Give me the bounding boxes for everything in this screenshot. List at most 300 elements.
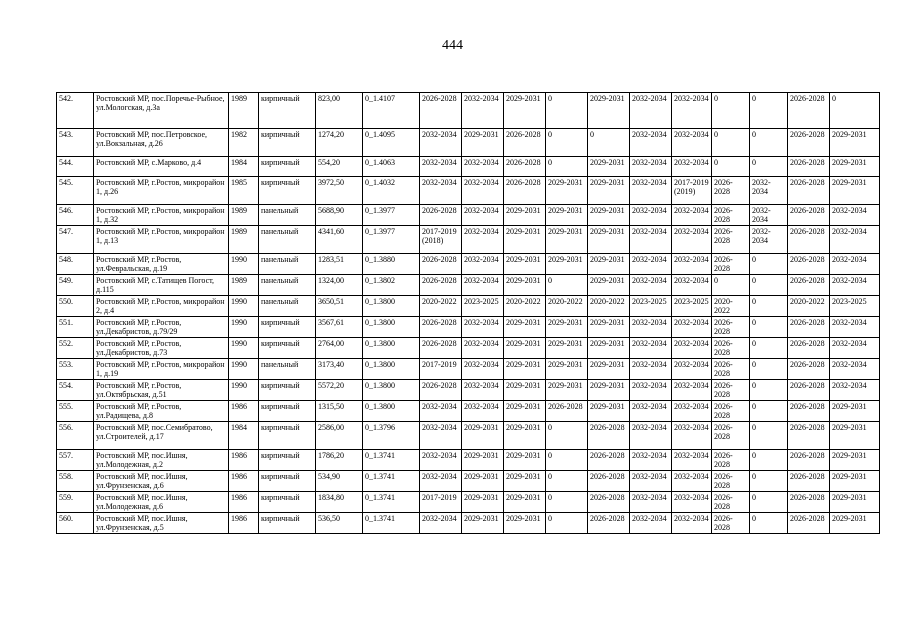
table-cell: 2026-2028	[788, 226, 830, 254]
table-cell: 2026-2028	[588, 471, 630, 492]
table-cell: 2026-2028	[712, 317, 750, 338]
table-cell: 2029-2031	[546, 254, 588, 275]
table-cell: панельный	[259, 226, 316, 254]
table-cell: 2026-2028	[420, 93, 462, 129]
table-cell: 0	[546, 275, 588, 296]
table-cell: 2032-2034	[830, 226, 880, 254]
table-cell: 2032-2034	[630, 492, 672, 513]
table-cell: 2032-2034	[420, 513, 462, 534]
table-cell: 2032-2034	[672, 380, 712, 401]
table-cell: 2026-2028	[788, 380, 830, 401]
address-cell: Ростовский МР, пос.Ишня, ул.Молодежная, д.6	[94, 492, 229, 513]
table-cell: 1315,50	[316, 401, 363, 422]
table-cell: 2026-2028	[420, 317, 462, 338]
table-cell: кирпичный	[259, 129, 316, 157]
table-cell: 2032-2034	[672, 471, 712, 492]
table-cell: 2032-2034	[672, 254, 712, 275]
table-cell: панельный	[259, 275, 316, 296]
table-cell: 2029-2031	[504, 359, 546, 380]
table-cell: 2029-2031	[830, 513, 880, 534]
table-cell: 1990	[229, 380, 259, 401]
table-cell: 2023-2025	[462, 296, 504, 317]
table-cell: 2026-2028	[588, 450, 630, 471]
table-cell: кирпичный	[259, 450, 316, 471]
table-cell: панельный	[259, 205, 316, 226]
table-cell: 1989	[229, 275, 259, 296]
table-cell: 0_1.4095	[363, 129, 420, 157]
table-cell: 2029-2031	[546, 338, 588, 359]
table-cell: 2029-2031	[546, 205, 588, 226]
table-row	[57, 422, 880, 450]
table-cell: 1324,00	[316, 275, 363, 296]
table-cell: 2029-2031	[504, 471, 546, 492]
table-cell: 2032-2034	[750, 205, 788, 226]
table-cell: 2029-2031	[830, 450, 880, 471]
table-cell: 0	[546, 93, 588, 129]
table-cell: 1989	[229, 205, 259, 226]
table-row	[57, 226, 880, 254]
row-number-cell: 542.	[57, 93, 94, 129]
table-cell: 2029-2031	[462, 450, 504, 471]
table-cell: 2029-2031	[504, 492, 546, 513]
table-cell: 2026-2028	[788, 492, 830, 513]
table-cell: 0	[750, 513, 788, 534]
row-number-cell: 556.	[57, 422, 94, 450]
table-cell: 2029-2031	[588, 157, 630, 177]
table-cell: 0_1.3977	[363, 226, 420, 254]
table-cell: 2029-2031	[830, 129, 880, 157]
table-cell: 2032-2034	[750, 177, 788, 205]
table-cell: 2026-2028	[788, 471, 830, 492]
table-cell: 2026-2028	[712, 205, 750, 226]
table-cell: 2032-2034	[630, 157, 672, 177]
table-cell: 2026-2028	[788, 338, 830, 359]
table-cell: 2029-2031	[504, 338, 546, 359]
row-number-cell: 557.	[57, 450, 94, 471]
table-cell: 2032-2034	[672, 450, 712, 471]
address-cell: Ростовский МР, г.Ростов, микрорайон 2, д.4	[94, 296, 229, 317]
table-cell: 2026-2028	[712, 338, 750, 359]
table-cell: 0	[546, 450, 588, 471]
table-cell: 2029-2031	[462, 471, 504, 492]
table-cell: 823,00	[316, 93, 363, 129]
address-cell: Ростовский МР, г.Ростов, ул.Декабристов, д.79/29	[94, 317, 229, 338]
row-number-cell: 546.	[57, 205, 94, 226]
table-cell: 1283,51	[316, 254, 363, 275]
table-cell: кирпичный	[259, 93, 316, 129]
table-cell: 2026-2028	[712, 226, 750, 254]
table-cell: 2020-2022	[588, 296, 630, 317]
table-cell: 0_1.3741	[363, 492, 420, 513]
table-cell: 0	[546, 492, 588, 513]
table-cell: 1990	[229, 296, 259, 317]
table-cell: 2026-2028	[504, 177, 546, 205]
table-cell: 0	[750, 471, 788, 492]
table-cell: 1990	[229, 317, 259, 338]
table-cell: 2032-2034	[462, 254, 504, 275]
table-cell: 2026-2028	[788, 422, 830, 450]
table-cell: 2032-2034	[830, 359, 880, 380]
table-cell: 0_1.3800	[363, 296, 420, 317]
table-cell: 0_1.3880	[363, 254, 420, 275]
table-cell: 2032-2034	[462, 317, 504, 338]
address-cell: Ростовский МР, г.Ростов, микрорайон 1, д.19	[94, 359, 229, 380]
table-cell: 2032-2034	[420, 177, 462, 205]
table-cell: кирпичный	[259, 317, 316, 338]
table-cell: 0_1.3977	[363, 205, 420, 226]
table-cell: 2032-2034	[420, 450, 462, 471]
table-cell: 1990	[229, 254, 259, 275]
table-cell: 2026-2028	[788, 401, 830, 422]
table-cell: 1985	[229, 177, 259, 205]
address-cell: Ростовский МР, г.Ростов, ул.Октябрьская, д.51	[94, 380, 229, 401]
table-cell: 2032-2034	[630, 129, 672, 157]
table-cell: 2026-2028	[788, 93, 830, 129]
table-cell: кирпичный	[259, 338, 316, 359]
row-number-cell: 543.	[57, 129, 94, 157]
table-cell: 534,90	[316, 471, 363, 492]
address-cell: Ростовский МР, с.Марково, д.4	[94, 157, 229, 177]
table-cell: 2026-2028	[788, 450, 830, 471]
table-cell: 2026-2028	[788, 513, 830, 534]
table-cell: 2029-2031	[588, 177, 630, 205]
table-cell: 2032-2034	[630, 380, 672, 401]
address-cell: Ростовский МР, г.Ростов, микрорайон 1, д.26	[94, 177, 229, 205]
table-cell: 2032-2034	[630, 317, 672, 338]
table-cell: 2764,00	[316, 338, 363, 359]
table-row	[57, 359, 880, 380]
table-cell: 2032-2034	[630, 338, 672, 359]
table-row	[57, 513, 880, 534]
table-cell: 2017-2019	[420, 359, 462, 380]
table-row	[57, 254, 880, 275]
table-row	[57, 177, 880, 205]
row-number-cell: 558.	[57, 471, 94, 492]
row-number-cell: 560.	[57, 513, 94, 534]
table-cell: 2032-2034	[672, 359, 712, 380]
table-cell: 2032-2034	[630, 422, 672, 450]
table-cell: 2026-2028	[788, 275, 830, 296]
table-cell: 0	[546, 422, 588, 450]
table-cell: 2026-2028	[420, 205, 462, 226]
table-cell: 2032-2034	[672, 129, 712, 157]
table-cell: 0	[750, 296, 788, 317]
table-cell: 554,20	[316, 157, 363, 177]
table-cell: 2032-2034	[420, 129, 462, 157]
table-cell: 2029-2031	[546, 226, 588, 254]
table-cell: 0_1.3741	[363, 450, 420, 471]
table-cell: 2026-2028	[712, 471, 750, 492]
table-cell: 2029-2031	[588, 317, 630, 338]
table-cell: 2029-2031	[588, 401, 630, 422]
table-cell: 2029-2031	[504, 380, 546, 401]
table-cell: 1984	[229, 422, 259, 450]
table-cell: 0	[712, 157, 750, 177]
row-number-cell: 550.	[57, 296, 94, 317]
table-cell: 2029-2031	[504, 317, 546, 338]
table-cell: 3972,50	[316, 177, 363, 205]
table-cell: 2032-2034	[830, 275, 880, 296]
row-number-cell: 551.	[57, 317, 94, 338]
table-cell: 2026-2028	[788, 157, 830, 177]
table-cell: 2026-2028	[504, 129, 546, 157]
table-cell: 2032-2034	[462, 226, 504, 254]
table-cell: 0_1.4063	[363, 157, 420, 177]
table-cell: 1986	[229, 450, 259, 471]
table-cell: 2029-2031	[504, 450, 546, 471]
address-cell: Ростовский МР, г.Ростов, микрорайон 1, д.13	[94, 226, 229, 254]
table-cell: 2029-2031	[504, 205, 546, 226]
table-cell: 2032-2034	[630, 471, 672, 492]
table-cell: 2026-2028	[712, 513, 750, 534]
table-cell: 2029-2031	[504, 422, 546, 450]
table-cell: 2032-2034	[672, 513, 712, 534]
table-cell: 2032-2034	[462, 401, 504, 422]
table-cell: 2032-2034	[462, 177, 504, 205]
table-cell: 2029-2031	[830, 471, 880, 492]
table-cell: 2032-2034	[462, 380, 504, 401]
table-cell: 2026-2028	[788, 129, 830, 157]
table-cell: 2032-2034	[672, 338, 712, 359]
table-cell: 2032-2034	[462, 338, 504, 359]
table-cell: кирпичный	[259, 157, 316, 177]
table-cell: 2032-2034	[462, 275, 504, 296]
table-cell: 2029-2031	[504, 401, 546, 422]
table-cell: 0	[712, 275, 750, 296]
table-cell: 3650,51	[316, 296, 363, 317]
table-cell: 2032-2034	[630, 450, 672, 471]
row-number-cell: 559.	[57, 492, 94, 513]
table-cell: 0	[750, 492, 788, 513]
table-cell: 5572,20	[316, 380, 363, 401]
table-cell: 2032-2034	[830, 317, 880, 338]
table-cell: 2032-2034	[630, 177, 672, 205]
table-cell: 1984	[229, 157, 259, 177]
table-cell: 2032-2034	[672, 205, 712, 226]
table-cell: 2020-2022	[712, 296, 750, 317]
row-number-cell: 553.	[57, 359, 94, 380]
table-cell: 2029-2031	[504, 275, 546, 296]
table-cell: 2026-2028	[712, 177, 750, 205]
table-row	[57, 275, 880, 296]
table-cell: 1274,20	[316, 129, 363, 157]
table-cell: 2029-2031	[504, 513, 546, 534]
housing-register-table	[56, 92, 880, 534]
table-cell: 2029-2031	[546, 359, 588, 380]
table-cell: 2029-2031	[546, 380, 588, 401]
table-cell: кирпичный	[259, 513, 316, 534]
address-cell: Ростовский МР, г.Ростов, ул.Февральская, д.19	[94, 254, 229, 275]
table-cell: 2032-2034	[672, 157, 712, 177]
table-row	[57, 129, 880, 157]
table-cell: 2029-2031	[830, 492, 880, 513]
table-cell: 2032-2034	[750, 226, 788, 254]
table-cell: 2029-2031	[588, 359, 630, 380]
table-cell: 2029-2031	[546, 317, 588, 338]
table-cell: 2026-2028	[420, 275, 462, 296]
table-row	[57, 296, 880, 317]
table-cell: 0	[546, 471, 588, 492]
table-cell: 0_1.3800	[363, 380, 420, 401]
address-cell: Ростовский МР, пос.Поречье-Рыбное, ул.Мологская, д.3а	[94, 93, 229, 129]
table-cell: 2029-2031	[830, 401, 880, 422]
table-cell: 2032-2034	[630, 205, 672, 226]
table-cell: 0	[750, 275, 788, 296]
table-cell: 2029-2031	[588, 380, 630, 401]
table-cell: 2032-2034	[830, 380, 880, 401]
table-cell: 2032-2034	[630, 93, 672, 129]
table-cell: 2029-2031	[546, 177, 588, 205]
table-cell: 2029-2031	[462, 422, 504, 450]
table-cell: 0_1.3796	[363, 422, 420, 450]
table-cell: 1986	[229, 492, 259, 513]
table-cell: 2026-2028	[712, 450, 750, 471]
table-cell: 2026-2028	[788, 177, 830, 205]
table-cell: панельный	[259, 296, 316, 317]
table-cell: 4341,60	[316, 226, 363, 254]
table-cell: 0	[546, 129, 588, 157]
address-cell: Ростовский МР, пос.Ишня, ул.Молодежная, д.2	[94, 450, 229, 471]
table-cell: 0_1.3800	[363, 401, 420, 422]
table-cell: 0	[830, 93, 880, 129]
table-row	[57, 157, 880, 177]
table-cell: 2032-2034	[630, 401, 672, 422]
table-cell: 2029-2031	[504, 254, 546, 275]
row-number-cell: 544.	[57, 157, 94, 177]
table-cell: 1834,80	[316, 492, 363, 513]
table-cell: 2029-2031	[830, 157, 880, 177]
address-cell: Ростовский МР, г.Ростов, ул.Радищева, д.8	[94, 401, 229, 422]
table-cell: 2032-2034	[672, 317, 712, 338]
table-cell: 2032-2034	[420, 471, 462, 492]
table-cell: 2029-2031	[588, 205, 630, 226]
table-cell: 0	[750, 338, 788, 359]
table-cell: 0_1.4032	[363, 177, 420, 205]
table-cell: 2026-2028	[712, 492, 750, 513]
table-cell: 2020-2022	[420, 296, 462, 317]
row-number-cell: 548.	[57, 254, 94, 275]
table-cell: 2026-2028	[712, 401, 750, 422]
table-cell: 2029-2031	[588, 275, 630, 296]
table-cell: 2029-2031	[588, 226, 630, 254]
table-row	[57, 401, 880, 422]
table-cell: 2029-2031	[588, 338, 630, 359]
table-cell: кирпичный	[259, 380, 316, 401]
address-cell: Ростовский МР, с.Татищев Погост, д.115	[94, 275, 229, 296]
table-cell: 0	[588, 129, 630, 157]
table-cell: 2026-2028	[712, 380, 750, 401]
table-cell: 2029-2031	[504, 93, 546, 129]
table-cell: 2032-2034	[630, 513, 672, 534]
table-cell: 2032-2034	[672, 422, 712, 450]
table-cell: 0	[750, 450, 788, 471]
table-cell: 5688,90	[316, 205, 363, 226]
row-number-cell: 545.	[57, 177, 94, 205]
table-cell: 2032-2034	[672, 226, 712, 254]
table-cell: 0	[750, 317, 788, 338]
table-cell: 2026-2028	[788, 205, 830, 226]
table-cell: 1986	[229, 513, 259, 534]
table-cell: 2032-2034	[830, 205, 880, 226]
table-cell: 2032-2034	[462, 157, 504, 177]
table-cell: 2026-2028	[546, 401, 588, 422]
table-cell: 2023-2025	[630, 296, 672, 317]
table-cell: 2029-2031	[588, 93, 630, 129]
table-cell: 1986	[229, 401, 259, 422]
table-row	[57, 338, 880, 359]
table-cell: 2032-2034	[672, 492, 712, 513]
row-number-cell: 552.	[57, 338, 94, 359]
table-cell: 2032-2034	[672, 401, 712, 422]
table-cell: 2032-2034	[630, 359, 672, 380]
table-cell: 2586,00	[316, 422, 363, 450]
table-cell: 0	[712, 93, 750, 129]
table-cell: 2029-2031	[588, 254, 630, 275]
table-cell: 2029-2031	[830, 177, 880, 205]
table-cell: 2017-2019 (2019)	[672, 177, 712, 205]
table-row	[57, 450, 880, 471]
table-cell: 2032-2034	[462, 359, 504, 380]
table-cell: 2020-2022	[546, 296, 588, 317]
table-cell: 2029-2031	[504, 226, 546, 254]
table-cell: 2032-2034	[830, 254, 880, 275]
address-cell: Ростовский МР, пос.Ишня, ул.Фрунзенская, д.6	[94, 471, 229, 492]
table-row	[57, 205, 880, 226]
table-cell: кирпичный	[259, 422, 316, 450]
table-cell: 0	[750, 157, 788, 177]
table-cell: 0	[750, 401, 788, 422]
table-cell: 0_1.3800	[363, 317, 420, 338]
table-cell: 0	[546, 513, 588, 534]
table-cell: 2026-2028	[420, 380, 462, 401]
table-cell: 1786,20	[316, 450, 363, 471]
table-cell: 2026-2028	[588, 422, 630, 450]
table-cell: 2023-2025	[830, 296, 880, 317]
table-cell: кирпичный	[259, 492, 316, 513]
table-cell: 1990	[229, 359, 259, 380]
table-cell: 2026-2028	[420, 338, 462, 359]
table-cell: 2026-2028	[588, 492, 630, 513]
table-row	[57, 471, 880, 492]
table-cell: 0_1.3800	[363, 359, 420, 380]
row-number-cell: 555.	[57, 401, 94, 422]
table-cell: панельный	[259, 254, 316, 275]
table-cell: 536,50	[316, 513, 363, 534]
table-cell: 2020-2022	[504, 296, 546, 317]
table-cell: 2026-2028	[712, 359, 750, 380]
table-cell: 0	[750, 359, 788, 380]
table-row	[57, 317, 880, 338]
table-cell: 2032-2034	[630, 275, 672, 296]
table-cell: 2023-2025	[672, 296, 712, 317]
table-cell: кирпичный	[259, 401, 316, 422]
table-cell: 2032-2034	[630, 226, 672, 254]
table-row	[57, 492, 880, 513]
table-cell: 1989	[229, 93, 259, 129]
table-cell: кирпичный	[259, 471, 316, 492]
address-cell: Ростовский МР, пос.Петровское, ул.Вокзальная, д.26	[94, 129, 229, 157]
row-number-cell: 554.	[57, 380, 94, 401]
table-cell: 1982	[229, 129, 259, 157]
table-cell: 3567,61	[316, 317, 363, 338]
table-cell: панельный	[259, 359, 316, 380]
table-cell: 2017-2019 (2018)	[420, 226, 462, 254]
table-cell: 0	[546, 157, 588, 177]
table-cell: 0	[750, 129, 788, 157]
table-cell: 2032-2034	[420, 401, 462, 422]
table-cell: кирпичный	[259, 177, 316, 205]
table-cell: 2029-2031	[462, 492, 504, 513]
